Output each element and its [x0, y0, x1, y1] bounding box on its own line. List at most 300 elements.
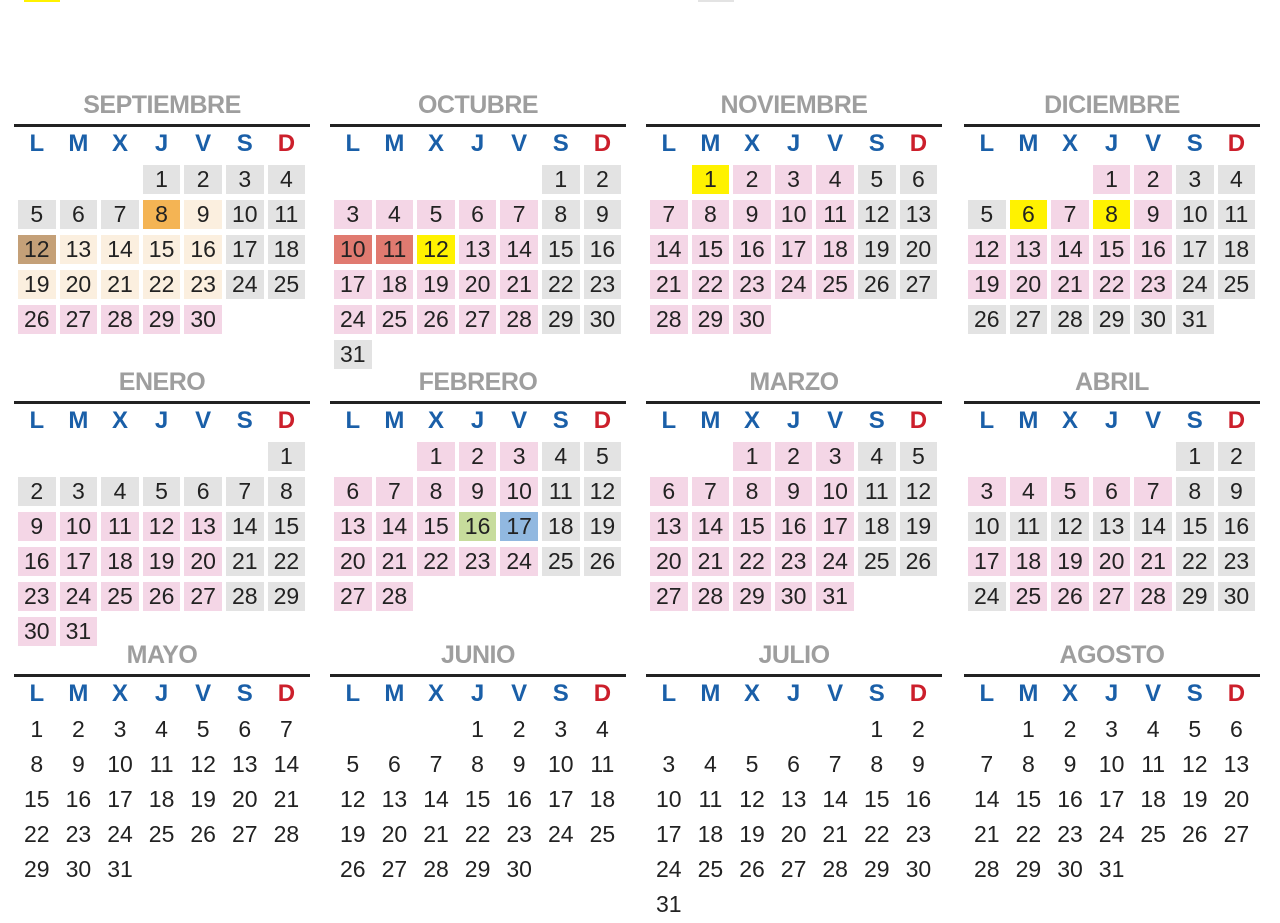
day-cell[interactable]: 21: [101, 270, 139, 299]
day-cell[interactable]: 10: [547, 751, 574, 777]
day-cell[interactable]: 6: [184, 477, 222, 506]
day-cell[interactable]: 23: [459, 547, 497, 576]
day-cell[interactable]: 22: [143, 270, 181, 299]
day-cell[interactable]: 2: [71, 716, 85, 742]
day-cell[interactable]: 17: [775, 235, 813, 264]
day-cell[interactable]: 29: [1093, 305, 1131, 334]
day-cell[interactable]: 25: [697, 856, 724, 882]
day-cell[interactable]: 13: [900, 200, 938, 229]
day-cell[interactable]: 11: [542, 477, 580, 506]
day-cell[interactable]: 26: [739, 856, 765, 882]
day-cell[interactable]: 30: [733, 305, 771, 334]
day-cell[interactable]: 1: [268, 442, 306, 471]
day-cell[interactable]: 4: [816, 165, 854, 194]
day-cell[interactable]: 14: [974, 786, 1000, 812]
day-cell[interactable]: 15: [143, 235, 181, 264]
day-cell[interactable]: 18: [858, 512, 896, 541]
day-cell[interactable]: 22: [1176, 547, 1214, 576]
day-cell[interactable]: 30: [584, 305, 622, 334]
day-cell[interactable]: 3: [1105, 716, 1118, 742]
day-cell[interactable]: 25: [101, 582, 139, 611]
day-cell[interactable]: 14: [101, 235, 139, 264]
day-cell[interactable]: 8: [30, 751, 44, 777]
day-cell[interactable]: 12: [858, 200, 896, 229]
day-cell[interactable]: 18: [1140, 786, 1166, 812]
day-cell[interactable]: 9: [71, 751, 85, 777]
day-cell[interactable]: 29: [24, 856, 50, 882]
day-cell[interactable]: 27: [1093, 582, 1131, 611]
day-cell[interactable]: 15: [692, 235, 730, 264]
day-cell[interactable]: 5: [143, 477, 181, 506]
day-cell[interactable]: 19: [143, 547, 181, 576]
day-cell[interactable]: 19: [858, 235, 896, 264]
day-cell[interactable]: 24: [547, 821, 574, 847]
day-cell[interactable]: 15: [733, 512, 771, 541]
day-cell[interactable]: 21: [650, 270, 688, 299]
day-cell[interactable]: 5: [346, 751, 360, 777]
day-cell[interactable]: 5: [900, 442, 938, 471]
day-cell[interactable]: 27: [381, 856, 408, 882]
day-cell[interactable]: 28: [822, 856, 848, 882]
day-cell[interactable]: 8: [1176, 477, 1214, 506]
day-cell[interactable]: 9: [18, 512, 56, 541]
day-cell[interactable]: 15: [1093, 235, 1131, 264]
day-cell[interactable]: 29: [464, 856, 491, 882]
day-cell[interactable]: 13: [231, 751, 258, 777]
day-cell[interactable]: 6: [1093, 477, 1131, 506]
day-cell[interactable]: 24: [816, 547, 854, 576]
day-cell[interactable]: 3: [500, 442, 538, 471]
day-cell[interactable]: 7: [101, 200, 139, 229]
day-cell[interactable]: 30: [1057, 856, 1083, 882]
day-cell[interactable]: 19: [18, 270, 56, 299]
day-cell[interactable]: 16: [506, 786, 532, 812]
day-cell[interactable]: 10: [60, 512, 98, 541]
day-cell[interactable]: 2: [775, 442, 813, 471]
day-cell[interactable]: 14: [1134, 512, 1172, 541]
day-cell[interactable]: 17: [547, 786, 574, 812]
day-cell[interactable]: 5: [417, 200, 455, 229]
day-cell[interactable]: 11: [1141, 751, 1166, 777]
day-cell[interactable]: 24: [775, 270, 813, 299]
day-cell[interactable]: 15: [464, 786, 491, 812]
day-cell[interactable]: 1: [542, 165, 580, 194]
day-cell[interactable]: 4: [101, 477, 139, 506]
day-cell[interactable]: 30: [1218, 582, 1256, 611]
day-cell[interactable]: 1: [143, 165, 181, 194]
day-cell[interactable]: 10: [775, 200, 813, 229]
day-cell[interactable]: 26: [143, 582, 181, 611]
day-cell[interactable]: 13: [1010, 235, 1048, 264]
day-cell[interactable]: 25: [858, 547, 896, 576]
day-cell[interactable]: 24: [968, 582, 1006, 611]
day-cell[interactable]: 16: [1134, 235, 1172, 264]
day-cell[interactable]: 28: [1134, 582, 1172, 611]
day-cell[interactable]: 3: [334, 200, 372, 229]
day-cell[interactable]: 6: [334, 477, 372, 506]
day-cell[interactable]: 26: [858, 270, 896, 299]
day-cell[interactable]: 16: [184, 235, 222, 264]
day-cell[interactable]: 3: [554, 716, 568, 742]
day-cell[interactable]: 17: [60, 547, 98, 576]
day-cell[interactable]: 30: [1134, 305, 1172, 334]
day-cell[interactable]: 14: [500, 235, 538, 264]
day-cell[interactable]: 21: [822, 821, 848, 847]
day-cell[interactable]: 11: [376, 235, 414, 264]
day-cell[interactable]: 15: [268, 512, 306, 541]
day-cell[interactable]: 12: [1051, 512, 1089, 541]
day-cell[interactable]: 20: [381, 821, 408, 847]
day-cell[interactable]: 6: [900, 165, 938, 194]
day-cell[interactable]: 15: [1015, 786, 1042, 812]
day-cell[interactable]: 23: [1218, 547, 1256, 576]
day-cell[interactable]: 8: [733, 477, 771, 506]
day-cell[interactable]: 12: [340, 786, 366, 812]
day-cell[interactable]: 2: [1134, 165, 1172, 194]
day-cell[interactable]: 24: [60, 582, 98, 611]
day-cell[interactable]: 25: [816, 270, 854, 299]
day-cell[interactable]: 12: [968, 235, 1006, 264]
day-cell[interactable]: 12: [18, 235, 56, 264]
day-cell[interactable]: 25: [376, 305, 414, 334]
day-cell[interactable]: 9: [1063, 751, 1077, 777]
day-cell[interactable]: 27: [1223, 821, 1250, 847]
day-cell[interactable]: 15: [417, 512, 455, 541]
day-cell[interactable]: 31: [656, 891, 682, 917]
day-cell[interactable]: 23: [18, 582, 56, 611]
day-cell[interactable]: 20: [459, 270, 497, 299]
day-cell[interactable]: 9: [1218, 477, 1256, 506]
day-cell[interactable]: 29: [542, 305, 580, 334]
day-cell[interactable]: 17: [968, 547, 1006, 576]
day-cell[interactable]: 23: [584, 270, 622, 299]
day-cell[interactable]: 1: [1093, 165, 1131, 194]
day-cell[interactable]: 29: [268, 582, 306, 611]
day-cell[interactable]: 27: [459, 305, 497, 334]
day-cell[interactable]: 18: [1010, 547, 1048, 576]
day-cell[interactable]: 29: [1015, 856, 1042, 882]
day-cell[interactable]: 16: [1057, 786, 1083, 812]
day-cell[interactable]: 13: [459, 235, 497, 264]
day-cell[interactable]: 3: [113, 716, 127, 742]
day-cell[interactable]: 20: [231, 786, 258, 812]
day-cell[interactable]: 28: [226, 582, 264, 611]
day-cell[interactable]: 7: [429, 751, 443, 777]
day-cell[interactable]: 4: [858, 442, 896, 471]
day-cell[interactable]: 8: [542, 200, 580, 229]
day-cell[interactable]: 21: [273, 786, 300, 812]
day-cell[interactable]: 10: [107, 751, 133, 777]
day-cell[interactable]: 25: [589, 821, 616, 847]
day-cell[interactable]: 20: [780, 821, 807, 847]
day-cell[interactable]: 3: [968, 477, 1006, 506]
day-cell[interactable]: 12: [584, 477, 622, 506]
day-cell[interactable]: 25: [148, 821, 175, 847]
day-cell[interactable]: 21: [1051, 270, 1089, 299]
day-cell[interactable]: 27: [334, 582, 372, 611]
day-cell[interactable]: 13: [60, 235, 98, 264]
day-cell[interactable]: 1: [30, 716, 44, 742]
day-cell[interactable]: 26: [1051, 582, 1089, 611]
day-cell[interactable]: 10: [226, 200, 264, 229]
day-cell[interactable]: 23: [184, 270, 222, 299]
day-cell[interactable]: 12: [900, 477, 938, 506]
day-cell[interactable]: 28: [376, 582, 414, 611]
day-cell[interactable]: 1: [471, 716, 484, 742]
day-cell[interactable]: 12: [739, 786, 765, 812]
day-cell[interactable]: 16: [584, 235, 622, 264]
day-cell[interactable]: 1: [870, 716, 884, 742]
day-cell[interactable]: 8: [1093, 200, 1131, 229]
day-cell[interactable]: 11: [698, 786, 723, 812]
day-cell[interactable]: 8: [471, 751, 484, 777]
day-cell[interactable]: 9: [584, 200, 622, 229]
day-cell[interactable]: 20: [334, 547, 372, 576]
day-cell[interactable]: 12: [190, 751, 216, 777]
day-cell[interactable]: 10: [656, 786, 682, 812]
day-cell[interactable]: 28: [692, 582, 730, 611]
day-cell[interactable]: 21: [376, 547, 414, 576]
day-cell[interactable]: 12: [417, 235, 455, 264]
day-cell[interactable]: 27: [650, 582, 688, 611]
day-cell[interactable]: 30: [506, 856, 532, 882]
day-cell[interactable]: 28: [273, 821, 300, 847]
day-cell[interactable]: 8: [143, 200, 181, 229]
day-cell[interactable]: 11: [816, 200, 854, 229]
day-cell[interactable]: 22: [863, 821, 890, 847]
day-cell[interactable]: 17: [1098, 786, 1125, 812]
day-cell[interactable]: 7: [500, 200, 538, 229]
day-cell[interactable]: 28: [423, 856, 449, 882]
day-cell[interactable]: 20: [900, 235, 938, 264]
day-cell[interactable]: 7: [828, 751, 842, 777]
day-cell[interactable]: 17: [656, 821, 682, 847]
day-cell[interactable]: 6: [387, 751, 401, 777]
day-cell[interactable]: 30: [775, 582, 813, 611]
day-cell[interactable]: 16: [905, 786, 932, 812]
day-cell[interactable]: 8: [1021, 751, 1035, 777]
day-cell[interactable]: 9: [1134, 200, 1172, 229]
day-cell[interactable]: 24: [334, 305, 372, 334]
day-cell[interactable]: 26: [900, 547, 938, 576]
day-cell[interactable]: 8: [692, 200, 730, 229]
day-cell[interactable]: 1: [692, 165, 730, 194]
day-cell[interactable]: 21: [974, 821, 1000, 847]
day-cell[interactable]: 21: [500, 270, 538, 299]
day-cell[interactable]: 26: [968, 305, 1006, 334]
day-cell[interactable]: 11: [1010, 512, 1048, 541]
day-cell[interactable]: 24: [107, 821, 133, 847]
day-cell[interactable]: 2: [584, 165, 622, 194]
day-cell[interactable]: 2: [1218, 442, 1256, 471]
day-cell[interactable]: 7: [226, 477, 264, 506]
day-cell[interactable]: 16: [733, 235, 771, 264]
day-cell[interactable]: 16: [459, 512, 497, 541]
day-cell[interactable]: 21: [226, 547, 264, 576]
day-cell[interactable]: 25: [1218, 270, 1256, 299]
day-cell[interactable]: 12: [143, 512, 181, 541]
day-cell[interactable]: 23: [733, 270, 771, 299]
day-cell[interactable]: 23: [905, 821, 932, 847]
day-cell[interactable]: 8: [268, 477, 306, 506]
day-cell[interactable]: 6: [238, 716, 252, 742]
day-cell[interactable]: 18: [148, 786, 175, 812]
day-cell[interactable]: 2: [512, 716, 526, 742]
day-cell[interactable]: 14: [650, 235, 688, 264]
day-cell[interactable]: 3: [662, 751, 676, 777]
day-cell[interactable]: 20: [1093, 547, 1131, 576]
day-cell[interactable]: 22: [1015, 821, 1042, 847]
day-cell[interactable]: 5: [18, 200, 56, 229]
day-cell[interactable]: 6: [787, 751, 800, 777]
day-cell[interactable]: 19: [968, 270, 1006, 299]
day-cell[interactable]: 10: [334, 235, 372, 264]
day-cell[interactable]: 4: [1146, 716, 1160, 742]
day-cell[interactable]: 4: [595, 716, 609, 742]
day-cell[interactable]: 26: [1181, 821, 1208, 847]
day-cell[interactable]: 23: [506, 821, 532, 847]
day-cell[interactable]: 18: [816, 235, 854, 264]
day-cell[interactable]: 18: [542, 512, 580, 541]
day-cell[interactable]: 21: [423, 821, 449, 847]
day-cell[interactable]: 19: [417, 270, 455, 299]
day-cell[interactable]: 7: [650, 200, 688, 229]
day-cell[interactable]: 4: [542, 442, 580, 471]
day-cell[interactable]: 31: [1098, 856, 1125, 882]
day-cell[interactable]: 23: [1057, 821, 1083, 847]
day-cell[interactable]: 28: [974, 856, 1000, 882]
day-cell[interactable]: 23: [1134, 270, 1172, 299]
day-cell[interactable]: 10: [1098, 751, 1125, 777]
day-cell[interactable]: 20: [1223, 786, 1250, 812]
day-cell[interactable]: 17: [107, 786, 133, 812]
day-cell[interactable]: 9: [775, 477, 813, 506]
day-cell[interactable]: 14: [226, 512, 264, 541]
day-cell[interactable]: 26: [340, 856, 366, 882]
day-cell[interactable]: 20: [1010, 270, 1048, 299]
day-cell[interactable]: 30: [18, 617, 56, 646]
day-cell[interactable]: 7: [980, 751, 994, 777]
day-cell[interactable]: 31: [107, 856, 133, 882]
day-cell[interactable]: 14: [273, 751, 300, 777]
day-cell[interactable]: 27: [231, 821, 258, 847]
day-cell[interactable]: 23: [65, 821, 92, 847]
day-cell[interactable]: 11: [101, 512, 139, 541]
day-cell[interactable]: 7: [1134, 477, 1172, 506]
day-cell[interactable]: 5: [1051, 477, 1089, 506]
day-cell[interactable]: 26: [417, 305, 455, 334]
day-cell[interactable]: 5: [858, 165, 896, 194]
day-cell[interactable]: 5: [1188, 716, 1202, 742]
day-cell[interactable]: 4: [155, 716, 168, 742]
day-cell[interactable]: 15: [863, 786, 890, 812]
day-cell[interactable]: 31: [1176, 305, 1214, 334]
day-cell[interactable]: 1: [1021, 716, 1035, 742]
day-cell[interactable]: 2: [184, 165, 222, 194]
day-cell[interactable]: 4: [268, 165, 306, 194]
day-cell[interactable]: 25: [268, 270, 306, 299]
day-cell[interactable]: 2: [1063, 716, 1077, 742]
day-cell[interactable]: 29: [733, 582, 771, 611]
day-cell[interactable]: 7: [1051, 200, 1089, 229]
day-cell[interactable]: 2: [733, 165, 771, 194]
day-cell[interactable]: 25: [1010, 582, 1048, 611]
day-cell[interactable]: 29: [1176, 582, 1214, 611]
day-cell[interactable]: 31: [816, 582, 854, 611]
day-cell[interactable]: 25: [1140, 821, 1166, 847]
day-cell[interactable]: 3: [816, 442, 854, 471]
day-cell[interactable]: 2: [459, 442, 497, 471]
day-cell[interactable]: 11: [1218, 200, 1256, 229]
day-cell[interactable]: 3: [775, 165, 813, 194]
day-cell[interactable]: 5: [968, 200, 1006, 229]
day-cell[interactable]: 9: [184, 200, 222, 229]
day-cell[interactable]: 7: [376, 477, 414, 506]
day-cell[interactable]: 27: [900, 270, 938, 299]
day-cell[interactable]: 10: [816, 477, 854, 506]
day-cell[interactable]: 15: [1176, 512, 1214, 541]
day-cell[interactable]: 18: [1218, 235, 1256, 264]
day-cell[interactable]: 6: [1229, 716, 1243, 742]
day-cell[interactable]: 17: [816, 512, 854, 541]
day-cell[interactable]: 19: [1181, 786, 1208, 812]
day-cell[interactable]: 13: [780, 786, 807, 812]
day-cell[interactable]: 19: [900, 512, 938, 541]
day-cell[interactable]: 1: [417, 442, 455, 471]
day-cell[interactable]: 20: [60, 270, 98, 299]
day-cell[interactable]: 22: [464, 821, 491, 847]
day-cell[interactable]: 13: [334, 512, 372, 541]
day-cell[interactable]: 17: [334, 270, 372, 299]
day-cell[interactable]: 19: [584, 512, 622, 541]
day-cell[interactable]: 18: [376, 270, 414, 299]
day-cell[interactable]: 5: [196, 716, 210, 742]
day-cell[interactable]: 11: [149, 751, 174, 777]
day-cell[interactable]: 6: [459, 200, 497, 229]
day-cell[interactable]: 16: [775, 512, 813, 541]
day-cell[interactable]: 30: [905, 856, 932, 882]
day-cell[interactable]: 10: [968, 512, 1006, 541]
day-cell[interactable]: 10: [500, 477, 538, 506]
day-cell[interactable]: 21: [1134, 547, 1172, 576]
day-cell[interactable]: 15: [24, 786, 50, 812]
day-cell[interactable]: 9: [911, 751, 925, 777]
day-cell[interactable]: 13: [184, 512, 222, 541]
day-cell[interactable]: 4: [376, 200, 414, 229]
day-cell[interactable]: 15: [542, 235, 580, 264]
day-cell[interactable]: 13: [650, 512, 688, 541]
day-cell[interactable]: 18: [589, 786, 616, 812]
day-cell[interactable]: 18: [101, 547, 139, 576]
day-cell[interactable]: 28: [101, 305, 139, 334]
day-cell[interactable]: 3: [226, 165, 264, 194]
day-cell[interactable]: 8: [417, 477, 455, 506]
day-cell[interactable]: 14: [376, 512, 414, 541]
day-cell[interactable]: 14: [692, 512, 730, 541]
day-cell[interactable]: 27: [60, 305, 98, 334]
day-cell[interactable]: 24: [1176, 270, 1214, 299]
day-cell[interactable]: 10: [1176, 200, 1214, 229]
day-cell[interactable]: 11: [858, 477, 896, 506]
day-cell[interactable]: 24: [500, 547, 538, 576]
day-cell[interactable]: 21: [692, 547, 730, 576]
day-cell[interactable]: 23: [775, 547, 813, 576]
day-cell[interactable]: 31: [60, 617, 98, 646]
day-cell[interactable]: 16: [18, 547, 56, 576]
day-cell[interactable]: 20: [650, 547, 688, 576]
day-cell[interactable]: 3: [1176, 165, 1214, 194]
day-cell[interactable]: 22: [24, 821, 50, 847]
